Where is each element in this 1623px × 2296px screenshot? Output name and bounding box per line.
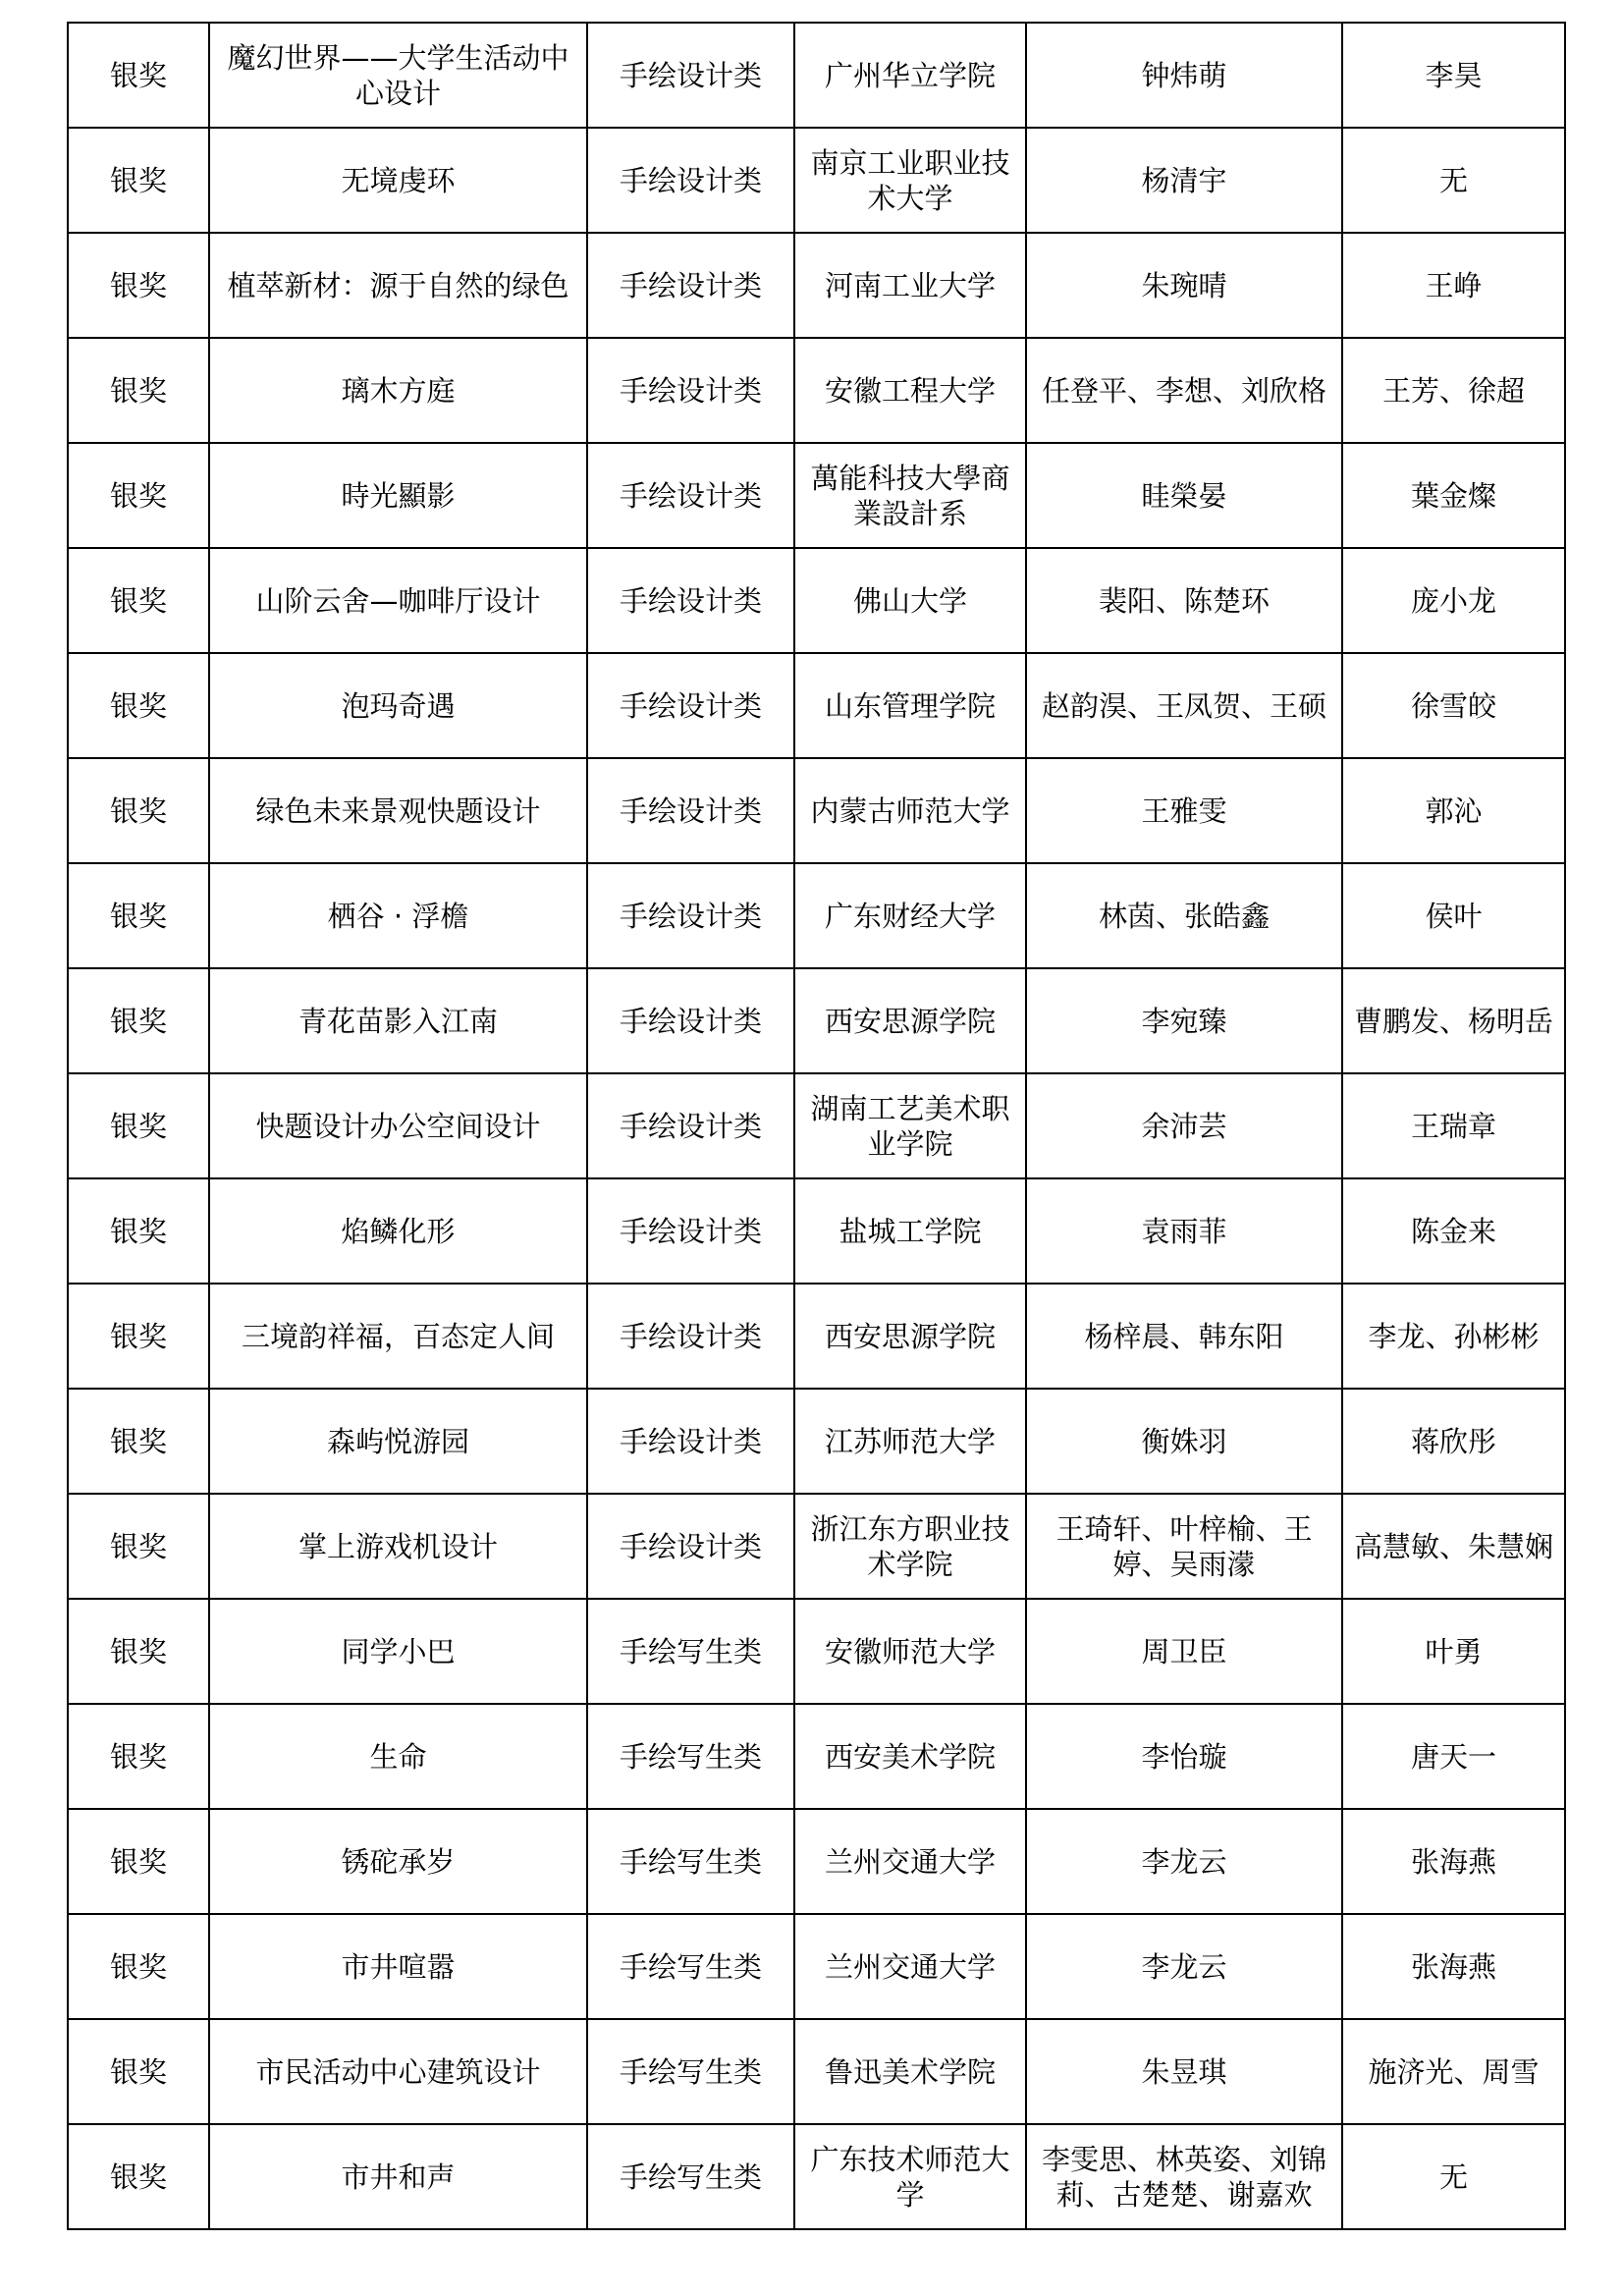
school-cell: 河南工业大学	[794, 233, 1026, 338]
authors-cell: 李龙云	[1026, 1914, 1342, 2019]
award-cell: 银奖	[68, 443, 209, 548]
work-title-cell: 市井和声	[209, 2124, 587, 2229]
category-cell: 手绘写生类	[587, 2019, 794, 2124]
school-cell: 盐城工学院	[794, 1178, 1026, 1284]
advisor-cell: 叶勇	[1342, 1599, 1565, 1704]
advisor-cell: 王峥	[1342, 233, 1565, 338]
school-cell: 兰州交通大学	[794, 1914, 1026, 2019]
award-cell: 银奖	[68, 758, 209, 863]
table-row	[68, 548, 1565, 653]
work-title-cell: 山阶云舍—咖啡厅设计	[209, 548, 587, 653]
table-row	[68, 968, 1565, 1073]
school-cell: 佛山大学	[794, 548, 1026, 653]
school-cell: 内蒙古师范大学	[794, 758, 1026, 863]
award-cell: 银奖	[68, 1914, 209, 2019]
work-title-cell: 快题设计办公空间设计	[209, 1073, 587, 1178]
category-cell: 手绘写生类	[587, 1599, 794, 1704]
award-cell: 银奖	[68, 1809, 209, 1914]
advisor-cell: 陈金来	[1342, 1178, 1565, 1284]
advisor-cell: 李龙、孙彬彬	[1342, 1284, 1565, 1389]
award-cell: 银奖	[68, 1073, 209, 1178]
school-cell: 鲁迅美术学院	[794, 2019, 1026, 2124]
school-cell: 山东管理学院	[794, 653, 1026, 758]
work-title-cell: 市井喧嚣	[209, 1914, 587, 2019]
award-cell: 银奖	[68, 968, 209, 1073]
work-title-cell: 植萃新材：源于自然的绿色	[209, 233, 587, 338]
school-cell: 广东技术师范大学	[794, 2124, 1026, 2229]
category-cell: 手绘设计类	[587, 233, 794, 338]
school-cell: 江苏师范大学	[794, 1389, 1026, 1494]
advisor-cell: 庞小龙	[1342, 548, 1565, 653]
award-cell: 银奖	[68, 653, 209, 758]
authors-cell: 朱琬晴	[1026, 233, 1342, 338]
table-row	[68, 863, 1565, 968]
table-row	[68, 338, 1565, 443]
award-cell: 银奖	[68, 863, 209, 968]
school-cell: 湖南工艺美术职业学院	[794, 1073, 1026, 1178]
category-cell: 手绘设计类	[587, 1389, 794, 1494]
authors-cell: 袁雨菲	[1026, 1178, 1342, 1284]
work-title-cell: 森屿悦游园	[209, 1389, 587, 1494]
authors-cell: 王雅雯	[1026, 758, 1342, 863]
advisor-cell: 蒋欣彤	[1342, 1389, 1565, 1494]
authors-cell: 裴阳、陈楚环	[1026, 548, 1342, 653]
category-cell: 手绘设计类	[587, 1073, 794, 1178]
award-cell: 银奖	[68, 2019, 209, 2124]
award-table	[67, 22, 1566, 2230]
school-cell: 西安美术学院	[794, 1704, 1026, 1809]
category-cell: 手绘写生类	[587, 1704, 794, 1809]
advisor-cell: 唐天一	[1342, 1704, 1565, 1809]
category-cell: 手绘写生类	[587, 2124, 794, 2229]
table-row	[68, 1389, 1565, 1494]
school-cell: 广州华立学院	[794, 23, 1026, 128]
work-title-cell: 锈砣承岁	[209, 1809, 587, 1914]
award-cell: 银奖	[68, 1704, 209, 1809]
award-cell: 银奖	[68, 1494, 209, 1599]
school-cell: 安徽师范大学	[794, 1599, 1026, 1704]
award-cell: 银奖	[68, 23, 209, 128]
table-row	[68, 653, 1565, 758]
authors-cell: 李宛臻	[1026, 968, 1342, 1073]
advisor-cell: 徐雪皎	[1342, 653, 1565, 758]
advisor-cell: 无	[1342, 2124, 1565, 2229]
work-title-cell: 三境韵祥福，百态定人间	[209, 1284, 587, 1389]
category-cell: 手绘写生类	[587, 1809, 794, 1914]
advisor-cell: 施济光、周雪	[1342, 2019, 1565, 2124]
advisor-cell: 李昊	[1342, 23, 1565, 128]
advisor-cell: 高慧敏、朱慧娴	[1342, 1494, 1565, 1599]
work-title-cell: 生命	[209, 1704, 587, 1809]
school-cell: 浙江东方职业技术学院	[794, 1494, 1026, 1599]
advisor-cell: 王芳、徐超	[1342, 338, 1565, 443]
school-cell: 兰州交通大学	[794, 1809, 1026, 1914]
award-cell: 银奖	[68, 233, 209, 338]
authors-cell: 朱昱琪	[1026, 2019, 1342, 2124]
authors-cell: 杨梓晨、韩东阳	[1026, 1284, 1342, 1389]
category-cell: 手绘设计类	[587, 23, 794, 128]
award-cell: 银奖	[68, 338, 209, 443]
work-title-cell: 掌上游戏机设计	[209, 1494, 587, 1599]
award-cell: 银奖	[68, 1284, 209, 1389]
category-cell: 手绘设计类	[587, 548, 794, 653]
category-cell: 手绘设计类	[587, 1494, 794, 1599]
table-row	[68, 1284, 1565, 1389]
category-cell: 手绘写生类	[587, 1914, 794, 2019]
work-title-cell: 无境虔环	[209, 128, 587, 233]
table-row	[68, 1704, 1565, 1809]
category-cell: 手绘设计类	[587, 1284, 794, 1389]
advisor-cell: 王瑞章	[1342, 1073, 1565, 1178]
table-row	[68, 1494, 1565, 1599]
authors-cell: 衡姝羽	[1026, 1389, 1342, 1494]
award-cell: 银奖	[68, 128, 209, 233]
advisor-cell: 郭沁	[1342, 758, 1565, 863]
table-row	[68, 443, 1565, 548]
authors-cell: 钟炜萌	[1026, 23, 1342, 128]
authors-cell: 杨清宇	[1026, 128, 1342, 233]
school-cell: 安徽工程大学	[794, 338, 1026, 443]
school-cell: 南京工业职业技术大学	[794, 128, 1026, 233]
work-title-cell: 同学小巴	[209, 1599, 587, 1704]
work-title-cell: 璃木方庭	[209, 338, 587, 443]
award-table-body	[68, 23, 1565, 2229]
award-cell: 银奖	[68, 548, 209, 653]
authors-cell: 余沛芸	[1026, 1073, 1342, 1178]
category-cell: 手绘设计类	[587, 863, 794, 968]
authors-cell: 李龙云	[1026, 1809, 1342, 1914]
category-cell: 手绘设计类	[587, 653, 794, 758]
work-title-cell: 泡玛奇遇	[209, 653, 587, 758]
authors-cell: 任登平、李想、刘欣格	[1026, 338, 1342, 443]
category-cell: 手绘设计类	[587, 128, 794, 233]
advisor-cell: 张海燕	[1342, 1809, 1565, 1914]
award-cell: 银奖	[68, 1178, 209, 1284]
work-title-cell: 绿色未来景观快题设计	[209, 758, 587, 863]
table-row	[68, 1599, 1565, 1704]
table-row	[68, 128, 1565, 233]
work-title-cell: 時光顯影	[209, 443, 587, 548]
school-cell: 西安思源学院	[794, 968, 1026, 1073]
category-cell: 手绘设计类	[587, 1178, 794, 1284]
work-title-cell: 青花苗影入江南	[209, 968, 587, 1073]
authors-cell: 周卫臣	[1026, 1599, 1342, 1704]
advisor-cell: 张海燕	[1342, 1914, 1565, 2019]
school-cell: 广东财经大学	[794, 863, 1026, 968]
table-row	[68, 1809, 1565, 1914]
award-cell: 银奖	[68, 1599, 209, 1704]
table-row	[68, 1914, 1565, 2019]
work-title-cell: 魔幻世界——大学生活动中心设计	[209, 23, 587, 128]
table-row	[68, 23, 1565, 128]
advisor-cell: 曹鹏发、杨明岳	[1342, 968, 1565, 1073]
advisor-cell: 葉金燦	[1342, 443, 1565, 548]
award-cell: 银奖	[68, 2124, 209, 2229]
work-title-cell: 焰鳞化形	[209, 1178, 587, 1284]
work-title-cell: 栖谷 · 浮檐	[209, 863, 587, 968]
category-cell: 手绘设计类	[587, 443, 794, 548]
authors-cell: 李怡璇	[1026, 1704, 1342, 1809]
table-row	[68, 233, 1565, 338]
category-cell: 手绘设计类	[587, 338, 794, 443]
advisor-cell: 侯叶	[1342, 863, 1565, 968]
table-row	[68, 1178, 1565, 1284]
category-cell: 手绘设计类	[587, 968, 794, 1073]
authors-cell: 眭榮晏	[1026, 443, 1342, 548]
table-row	[68, 758, 1565, 863]
work-title-cell: 市民活动中心建筑设计	[209, 2019, 587, 2124]
school-cell: 萬能科技大學商業設計系	[794, 443, 1026, 548]
table-row	[68, 2124, 1565, 2229]
school-cell: 西安思源学院	[794, 1284, 1026, 1389]
table-row	[68, 1073, 1565, 1178]
authors-cell: 王琦轩、叶梓榆、王婷、吴雨濛	[1026, 1494, 1342, 1599]
category-cell: 手绘设计类	[587, 758, 794, 863]
authors-cell: 李雯思、林英姿、刘锦莉、古楚楚、谢嘉欢	[1026, 2124, 1342, 2229]
award-cell: 银奖	[68, 1389, 209, 1494]
authors-cell: 赵韵淏、王凤贺、王硕	[1026, 653, 1342, 758]
advisor-cell: 无	[1342, 128, 1565, 233]
authors-cell: 林茵、张皓鑫	[1026, 863, 1342, 968]
table-row	[68, 2019, 1565, 2124]
